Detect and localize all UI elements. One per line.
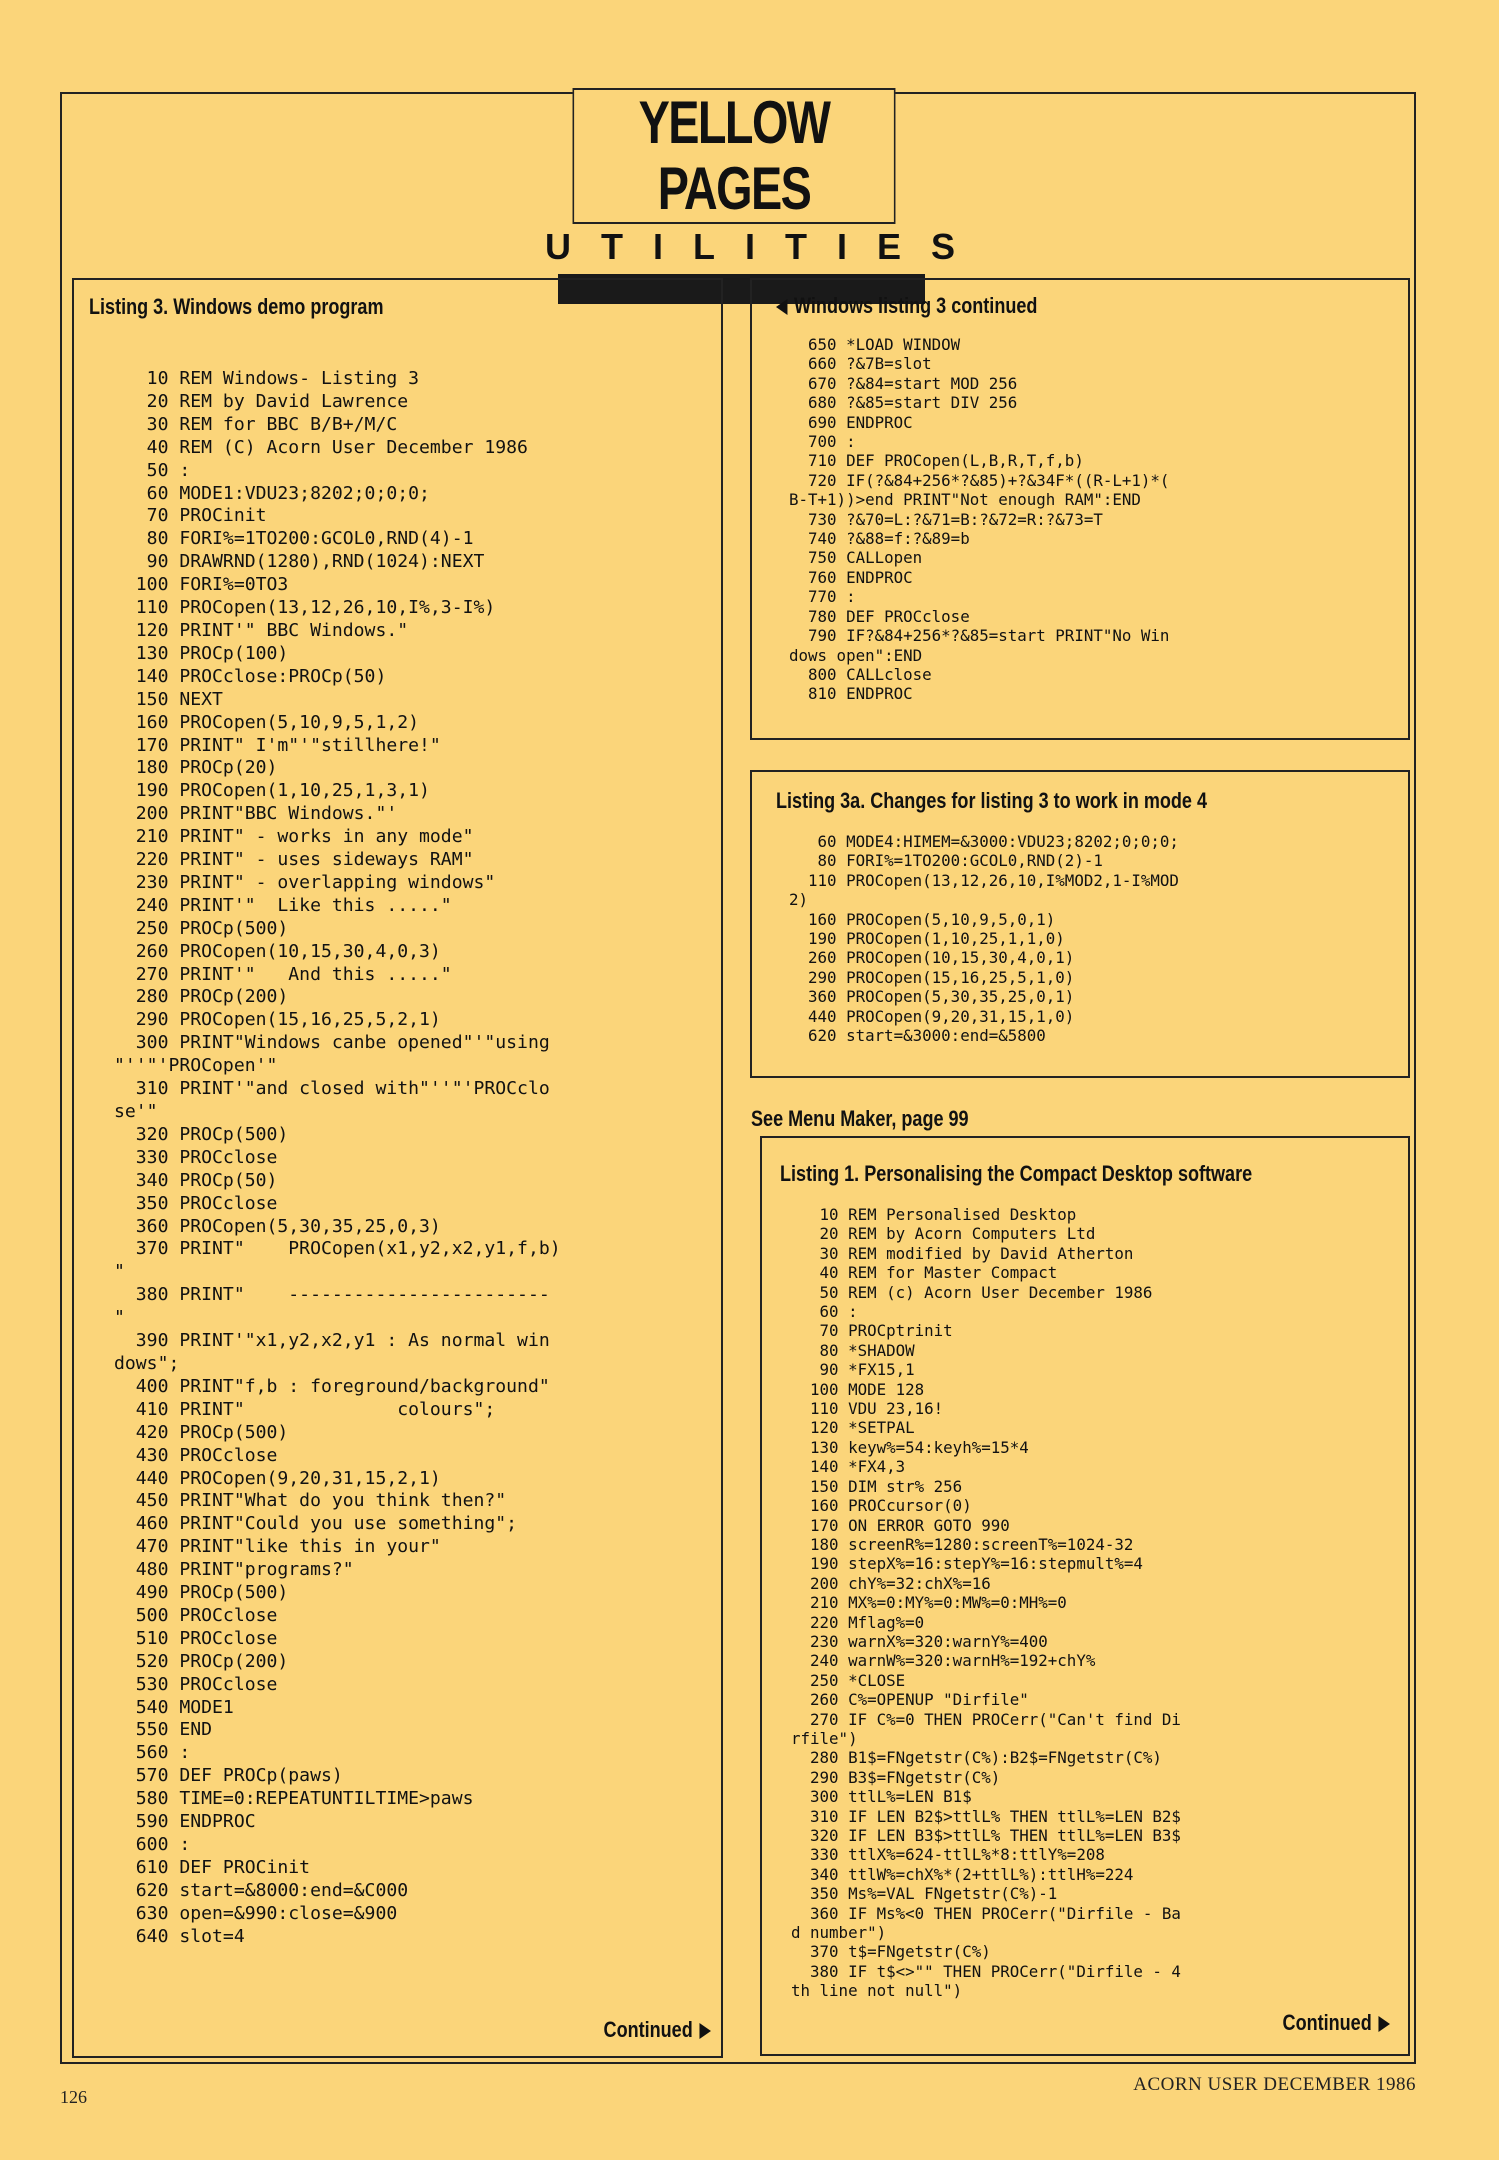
listing3a-heading: Listing 3a. Changes for listing 3 to work in mode 4 (776, 788, 1208, 813)
listing3a-code: 60 MODE4:HIMEM=&3000:VDU23;8202;0;0;0; 80 FORI%=1TO200:GCOL0,RND(2)-1 110 PROCopen(13,12,26,10,I%MOD2,1-I%MOD 2) 160 PROCopen(5,10,9,5,0,1) 190 PROCopen(1,10,25,1,1,0) 260 PROCopen(10,15,30,4,0,1) 290 PROCopen(15,16,25,5,1,0) 360 PROCopen(5,30,35,25,0,1) 440 PROCopen(9,20,31,15,1,0) 620 start=&3000:end=&5800 (789, 832, 1179, 1046)
listing1-box (760, 1136, 1410, 2056)
continued-arrow-icon (1379, 2016, 1390, 2032)
listing1-code: 10 REM Personalised Desktop 20 REM by Acorn Computers Ltd 30 REM modified by David Atherton 40 REM for Master Compact 50 REM (c) Acorn User December 1986 60 : 70 PROCptrinit 80 *SHADOW 90 *FX15,1 100 MODE 128 110 VDU 23,16! 120 *SETPAL 130 keyw%=54:keyh%=15*4 140 *FX4,3 150 DIM str% 256 160 PROCcursor(0) 170 ON ERROR GOTO 990 180 screenR%=1280:screenT%=1024-32 190 stepX%=16:stepY%=16:stepmult%=4 200 chY%=32:chX%=16 210 MX%=0:MY%=0:MW%=0:MH%=0 220 Mflag%=0 230 warnX%=320:warnY%=400 240 warnW%=320:warnH%=192+chY% 250 *CLOSE 260 C%=OPENUP "Dirfile" 270 IF C%=0 THEN PROCerr("Can't find Di rfile") 280 B1$=FNgetstr(C%):B2$=FNgetstr(C%) 290 B3$=FNgetstr(C%) 300 ttlL%=LEN B1$ 310 IF LEN B2$>ttlL% THEN ttlL%=LEN B2$ 320 IF LEN B3$>ttlL% THEN ttlL%=LEN B3$ 330 ttlX%=624-ttlL%*8:ttlY%=208 340 ttlW%=chX%*(2+ttlL%):ttlH%=224 350 Ms%=VAL FNgetstr(C%)-1 360 IF Ms%<0 THEN PROCerr("Dirfile - Ba d number") 370 t$=FNgetstr(C%) 380 IF t$<>"" THEN PROCerr("Dirfile - 4 th line not null") (791, 1205, 1181, 2001)
listing1-continued (1283, 2010, 1390, 2036)
publication-footer: ACORN USER DECEMBER 1986 (1133, 2074, 1416, 2095)
listing3-cont-heading-label: Windows listing 3 continued (794, 293, 1038, 318)
page-number: 126 (60, 2087, 87, 2107)
masthead (527, 88, 985, 304)
listing3-continued (604, 2017, 711, 2043)
listing1-heading: Listing 1. Personalising the Compact Desktop software (780, 1161, 1253, 1186)
listing3a-box (750, 770, 1410, 1078)
masthead-title: YELLOW PAGES (573, 88, 896, 224)
listing3-continued-label: Continued (603, 2017, 693, 2042)
listing1-continued-label: Continued (1282, 2010, 1372, 2035)
continued-arrow-icon (700, 2023, 711, 2039)
listing3-cont-box (750, 278, 1410, 740)
listing3-cont-code: 650 *LOAD WINDOW 660 ?&7B=slot 670 ?&84=start MOD 256 680 ?&85=start DIV 256 690 ENDPROC 700 : 710 DEF PROCopen(L,B,R,T,f,b) 720 IF(?&84+256*?&85)+?&34F*((R-L+1)*( B-T+1))>end PRINT"Not enough RAM":END 730 ?&70=L:?&71=B:?&72=R:?&73=T 740 ?&88=f:?&89=b 750 CALLopen 760 ENDPROC 770 : 780 DEF PROCclose 790 IF?&84+256*?&85=start PRINT"No Win dows open":END 800 CALLclose 810 ENDPROC (789, 335, 1170, 704)
see-menu-maker: See Menu Maker, page 99 (751, 1106, 969, 1131)
listing3-heading: Listing 3. Windows demo program (89, 294, 384, 319)
listing3-box (72, 278, 723, 2058)
back-arrow-icon (776, 299, 787, 315)
listing3-code: 10 REM Windows- Listing 3 20 REM by David Lawrence 30 REM for BBC B/B+/M/C 40 REM (C) Acorn User December 1986 50 : 60 MODE1:VDU23;8202;0;0;0; 70 PROCinit 80 FORI%=1TO200:GCOL0,RND(4)-1 90 DRAWRND(1280),RND(1024):NEXT 100 FORI%=0TO3 110 PROCopen(13,12,26,10,I%,3-I%) 120 PRINT'" BBC Windows." 130 PROCp(100) 140 PROCclose:PROCp(50) 150 NEXT 160 PROCopen(5,10,9,5,1,2) 170 PRINT" I'm"'"stillhere!" 180 PROCp(20) 190 PROCopen(1,10,25,1,3,1) 200 PRINT"BBC Windows."' 210 PRINT" - works in any mode" 220 PRINT" - uses sideways RAM" 230 PRINT" - overlapping windows" 240 PRINT'" Like this ....." 250 PROCp(500) 260 PROCopen(10,15,30,4,0,3) 270 PRINT'" And this ....." 280 PROCp(200) 290 PROCopen(15,16,25,5,2,1) 300 PRINT"Windows canbe opened"'"using "''"'PROCopen'" 310 PRINT'"and closed with"''"'PROCclo se'" 320 PROCp(500) 330 PROCclose 340 PROCp(50) 350 PROCclose 360 PROCopen(5,30,35,25,0,3) 370 PRINT" PROCopen(x1,y2,x2,y1,f,b) " 380 PRINT" ------------------------ " 390 PRINT'"x1,y2,x2,y1 : As normal win dows"; 400 PRINT"f,b : foreground/background" 410 PRINT" colours"; 420 PROCp(500) 430 PROCclose 440 PROCopen(9,20,31,15,2,1) 450 PRINT"What do you think then?" 460 PRINT"Could you use something"; 470 PRINT"like this in your" 480 PRINT"programs?" 490 PROCp(500) 500 PROCclose 510 PROCclose 520 PROCp(200) 530 PROCclose 540 MODE1 550 END 560 : 570 DEF PROCp(paws) 580 TIME=0:REPEATUNTILTIME>paws 590 ENDPROC 600 : 610 DEF PROCinit 620 start=&8000:end=&C000 630 open=&990:close=&900 640 slot=4 (114, 368, 561, 1947)
masthead-subtitle: UTILITIES (545, 226, 985, 267)
listing3-cont-heading (776, 293, 1037, 319)
